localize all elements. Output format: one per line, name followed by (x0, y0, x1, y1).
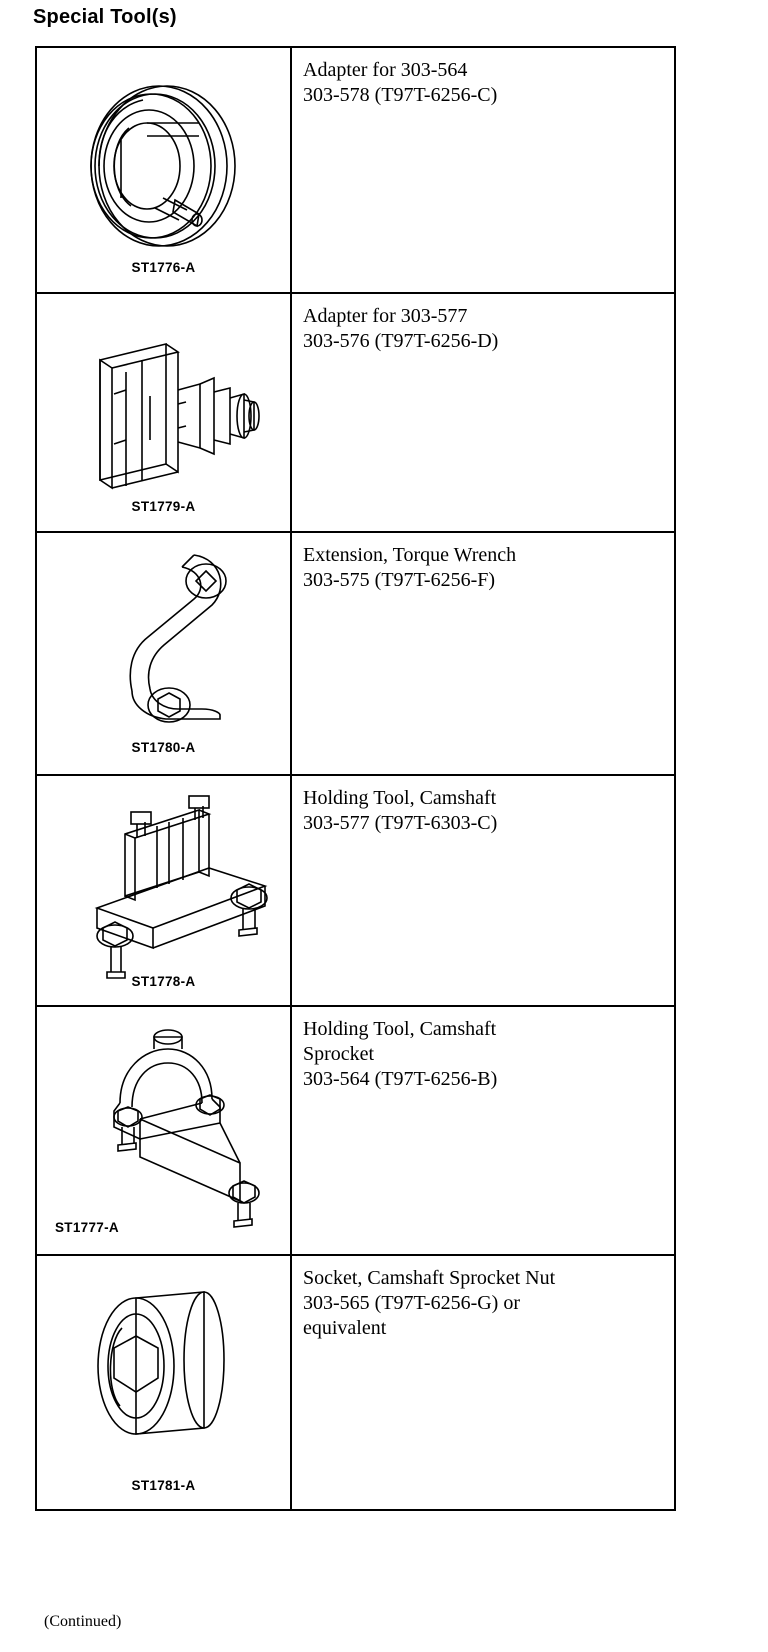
table-row (36, 532, 675, 775)
adapter-block-icon (54, 294, 274, 531)
torque-wrench-extension-icon (54, 533, 274, 774)
tool-image-cell (36, 1255, 291, 1510)
description-line: equivalent (303, 1317, 387, 1339)
table-row (36, 1255, 675, 1510)
tool-description-cell (291, 1255, 675, 1510)
description-line: Extension, Torque Wrench (303, 544, 517, 566)
description-line: Holding Tool, Camshaft (303, 787, 497, 809)
description-line: Adapter for 303-564 (303, 59, 468, 81)
description-line: 303-578 (T97T-6256-C) (303, 84, 498, 106)
tool-image-cell (36, 1006, 291, 1255)
description-line: Adapter for 303-577 (303, 305, 468, 327)
tool-description-cell (291, 775, 675, 1006)
tool-image-cell (36, 293, 291, 532)
description-line: Socket, Camshaft Sprocket Nut (303, 1267, 556, 1289)
special-tools-table (35, 46, 676, 1511)
tool-caption: ST1776-A (131, 260, 196, 275)
tool-description-cell (291, 532, 675, 775)
continued-note: (Continued) (44, 1613, 122, 1630)
description-line: 303-576 (T97T-6256-D) (303, 330, 499, 352)
tool-description (292, 294, 674, 360)
tool-caption: ST1780-A (131, 740, 196, 755)
page-title: Special Tool(s) (33, 6, 177, 28)
tool-image-cell (36, 775, 291, 1006)
camshaft-sprocket-holding-tool-icon (44, 1007, 284, 1254)
tool-image-cell (36, 47, 291, 293)
table-row (36, 293, 675, 532)
description-line: 303-577 (T97T-6303-C) (303, 812, 498, 834)
description-line: 303-565 (T97T-6256-G) or (303, 1292, 521, 1314)
bearing-adapter-ring-icon (59, 48, 269, 292)
tool-caption: ST1781-A (131, 1478, 196, 1493)
table-row (36, 775, 675, 1006)
table-row (36, 1006, 675, 1255)
tool-description (292, 48, 674, 114)
table-row (36, 47, 675, 293)
tool-image-cell (36, 532, 291, 775)
description-line: 303-564 (T97T-6256-B) (303, 1068, 498, 1090)
tool-description (292, 1007, 674, 1098)
tool-caption: ST1778-A (131, 974, 196, 989)
tool-caption: ST1779-A (131, 499, 196, 514)
tool-description-cell (291, 293, 675, 532)
description-line: 303-575 (T97T-6256-F) (303, 569, 496, 591)
tool-description-cell (291, 1006, 675, 1255)
description-line: Sprocket (303, 1043, 375, 1065)
camshaft-sprocket-nut-socket-icon (54, 1256, 274, 1509)
description-line: Holding Tool, Camshaft (303, 1018, 497, 1040)
tool-caption: ST1777-A (55, 1220, 119, 1235)
tool-description (292, 1256, 674, 1347)
tool-description (292, 533, 674, 599)
camshaft-holding-tool-icon (49, 776, 279, 1005)
tool-description (292, 776, 674, 842)
tool-description-cell (291, 47, 675, 293)
